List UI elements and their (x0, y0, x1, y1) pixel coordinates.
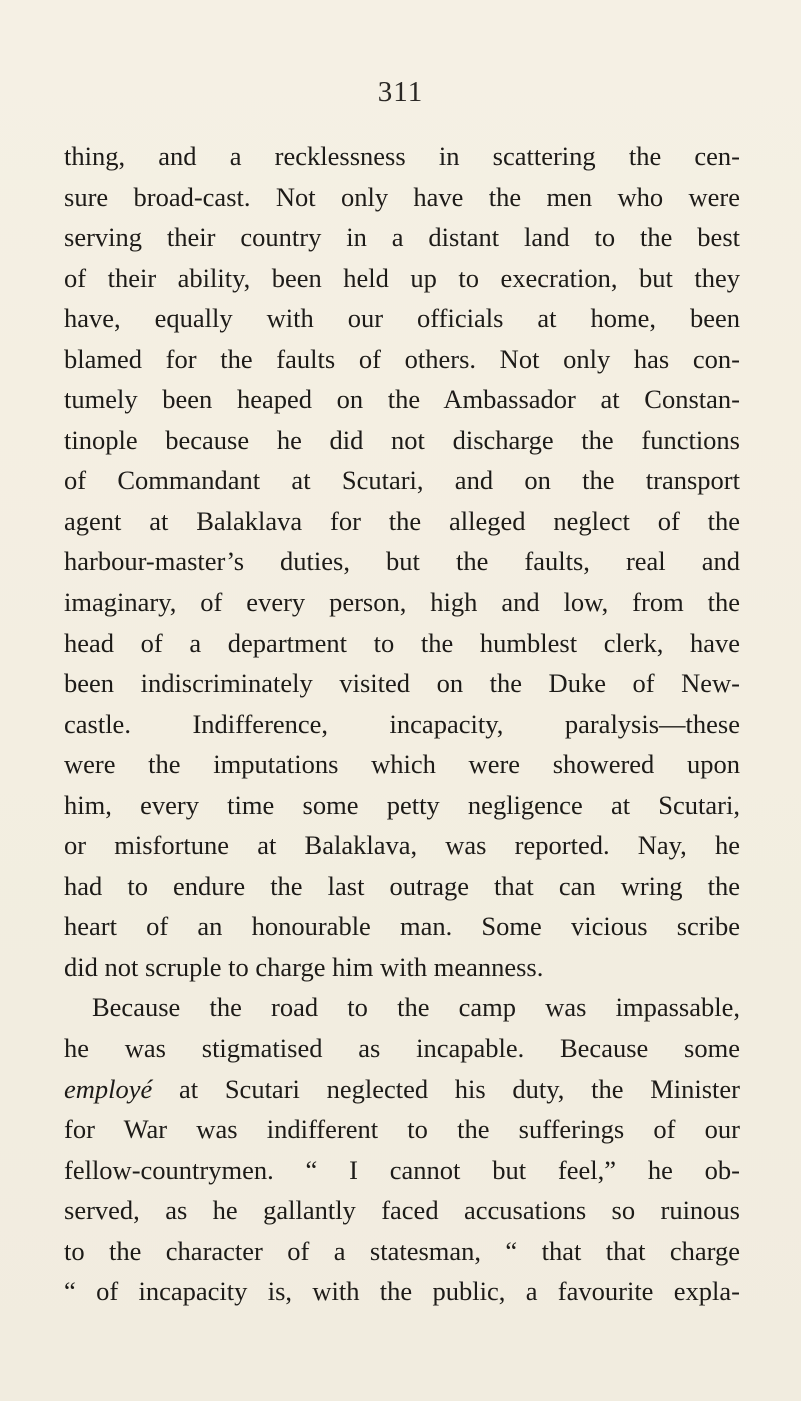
text-line: served, as he gallantly faced accusations so ruinous (64, 1195, 740, 1226)
text-line: did not scruple to charge him with meanness. (64, 951, 544, 982)
text-line: of their ability, been held up to execration, but they (64, 262, 740, 293)
text-line: tinople because he did not discharge the functions (64, 424, 740, 455)
text-line: of Commandant at Scutari, and on the transport (64, 465, 740, 496)
text-line: were the imputations which were showered upon (64, 749, 740, 780)
text-line: tumely been heaped on the Ambassador at Constan- (64, 384, 740, 415)
page-number: 311 (377, 76, 424, 108)
text-line: “ of incapacity is, with the public, a favourite expla- (64, 1276, 740, 1307)
text-line: castle. Indifference, incapacity, paralysis—these (64, 708, 740, 739)
text-line: to the character of a statesman, “ that that charge (64, 1235, 740, 1266)
text-line: been indiscriminately visited on the Duke of New- (64, 668, 740, 699)
text-line: Because the road to the camp was impassable, (92, 992, 740, 1023)
text-line: or misfortune at Balaklava, was reported. Nay, he (64, 830, 740, 861)
text-line: harbour-master’s duties, but the faults, real and (64, 546, 740, 577)
text-line: fellow-countrymen. “ I cannot but feel,” he ob- (64, 1154, 740, 1185)
text-line: have, equally with our officials at home, been (64, 303, 740, 334)
text-line: blamed for the faults of others. Not only has con- (64, 343, 740, 374)
text-line: had to endure the last outrage that can wring the (64, 870, 740, 901)
body-text (64, 136, 740, 1312)
text-line-rest: at Scutari neglected his duty, the Minister (152, 1073, 740, 1104)
text-line: heart of an honourable man. Some vicious scribe (64, 911, 740, 942)
italic-word: employé (64, 1073, 153, 1104)
text-line: for War was indifferent to the sufferings of our (64, 1114, 740, 1145)
text-line (64, 1069, 740, 1110)
text-line: thing, and a recklessness in scattering the cen- (64, 141, 740, 171)
text-line: him, every time some petty negligence at Scutari, (64, 789, 740, 820)
text-line: head of a department to the humblest clerk, have (64, 627, 740, 658)
text-line: agent at Balaklava for the alleged neglect of the (64, 505, 740, 536)
text-line: serving their country in a distant land to the best (64, 222, 740, 253)
text-line: imaginary, of every person, high and low, from the (64, 587, 740, 618)
text-line: sure broad-cast. Not only have the men who were (64, 181, 740, 212)
text-line: he was stigmatised as incapable. Because some (64, 1033, 740, 1064)
